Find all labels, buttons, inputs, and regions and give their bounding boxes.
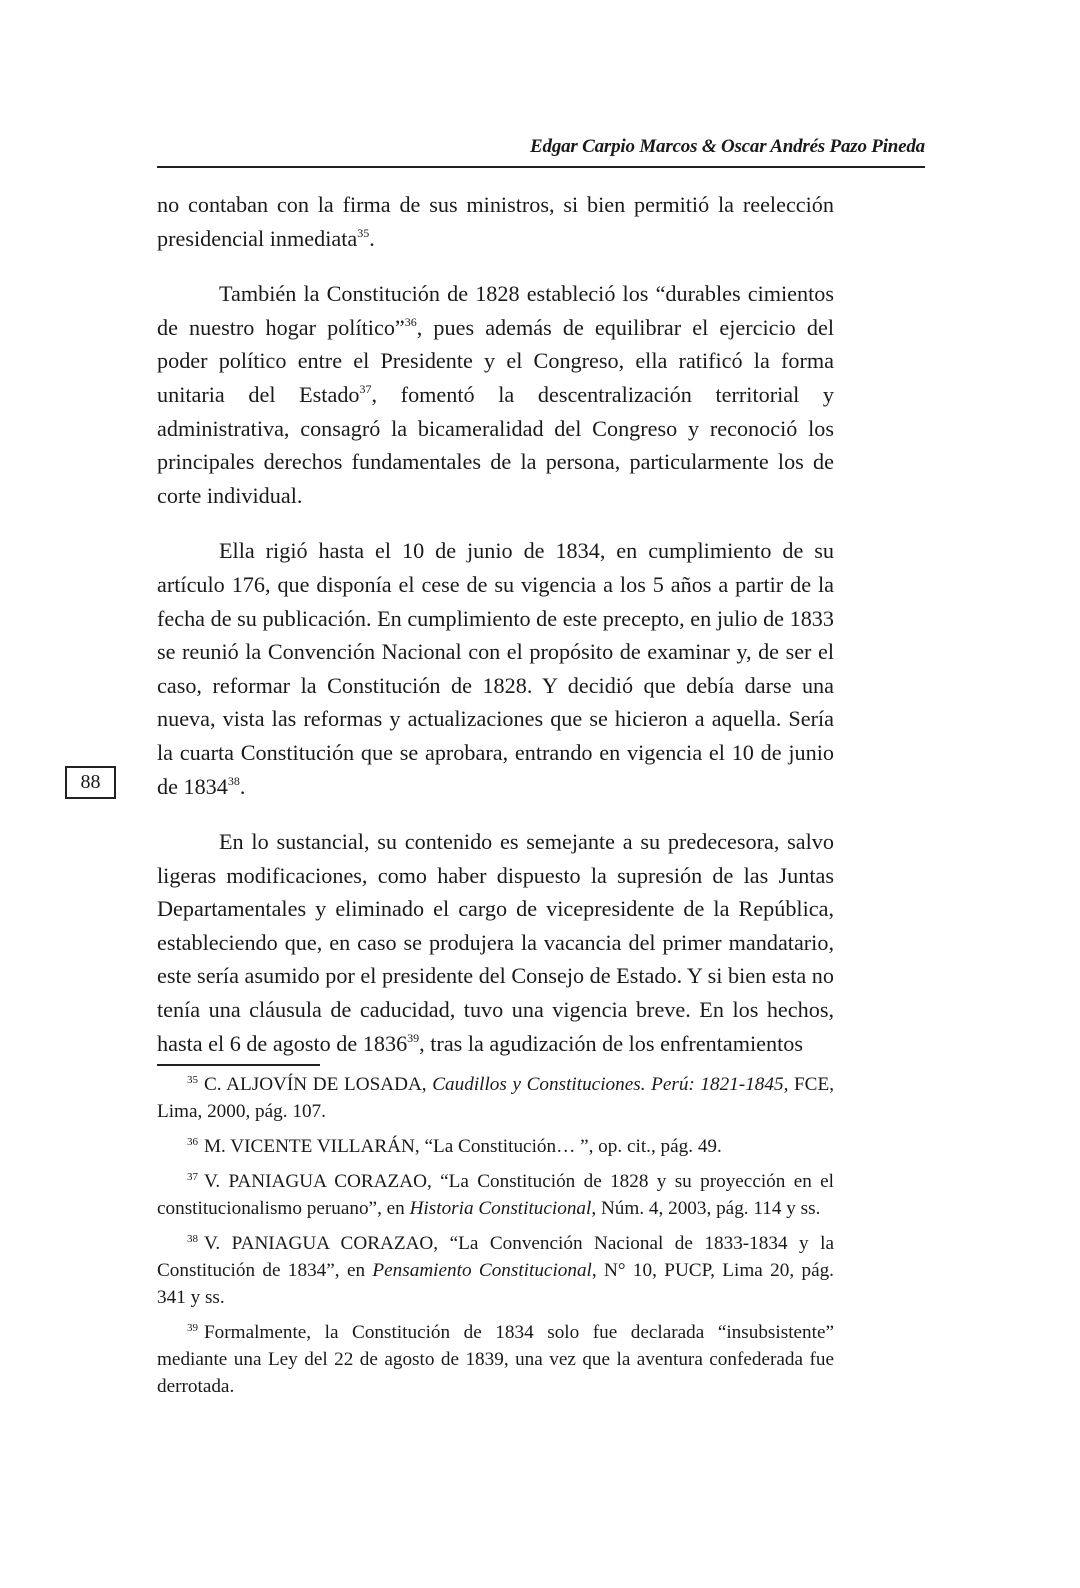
- paragraph: También la Constitución de 1828 estableció los “durables cimientos de nuestro hogar político”$^{36}$, pues además de equilibrar el ejercicio del poder político entre el Presidente y el Congreso, ella ratificó la forma unitaria del Estado$^{37}$, fomentó la descentralización territorial y administrativa, consagró la bicameralidad del Congreso y reconoció los principales derechos fundamentales de la persona, particularmente los de corte individual.: [157, 281, 834, 508]
- footnote: $^{35}$ C. ALJOVÍN DE LOSADA, Caudillos y Constituciones. Perú: 1821-1845, FCE, Lima, 2000, pág. 107.: [157, 1074, 834, 1122]
- paragraph: no contaban con la firma de sus ministros, si bien permitió la reelección presidencial inmediata$^{35}$.: [157, 192, 834, 251]
- italic-title: Caudillos y Constituciones. Perú: 1821-1845,: [432, 1074, 789, 1095]
- italic-title: Historia Constitucional: [409, 1198, 592, 1219]
- body-text: [157, 188, 834, 1082]
- footnotes: [157, 1071, 834, 1408]
- running-head: Edgar Carpio Marcos & Oscar Andrés Pazo Pineda: [530, 136, 925, 157]
- footnote-ref: 38: [227, 773, 240, 788]
- footnote-ref: 35: [357, 225, 370, 240]
- footnote: $^{37}$ V. PANIAGUA CORAZAO, “La Constitución de 1828 y su proyección en el constitucionalismo peruano”, en Historia Constitucional, Núm. 4, 2003, pág. 114 y ss.: [157, 1171, 834, 1219]
- paragraph: Ella rigió hasta el 10 de junio de 1834, en cumplimiento de su artículo 176, que disponía el cese de su vigencia a los 5 años a partir de la fecha de su publicación. En cumplimiento de este precepto, en julio de 1833 se reunió la Convención Nacional con el propósito de examinar y, de ser el caso, reformar la Constitución de 1828. Y decidió que debía darse una nueva, vista las reformas y actualizaciones que se hicieron a aquella. Sería la cuarta Constitución que se aprobara, entrando en vigencia el 10 de junio de 1834$^{38}$.: [157, 538, 834, 799]
- header-rule: [157, 166, 925, 168]
- page-number-box: 88: [65, 766, 116, 799]
- footnote-number: 36: [187, 1136, 198, 1148]
- footnote: $^{39}$ Formalmente, la Constitución de 1834 solo fue declarada “insubsistente” mediante una Ley del 22 de agosto de 1839, una vez que la aventura confederada fue derrotada.: [157, 1322, 834, 1397]
- footnote: $^{38}$ V. PANIAGUA CORAZAO, “La Convención Nacional de 1833-1834 y la Constitución de 1834”, en Pensamiento Constitucional, N° 10, PUCP, Lima 20, pág. 341 y ss.: [157, 1233, 834, 1308]
- footnote-number: 39: [187, 1322, 198, 1334]
- footnote-rule: [157, 1064, 320, 1066]
- footnote: $^{36}$ M. VICENTE VILLARÁN, “La Constitución… ”, op. cit., pág. 49.: [187, 1136, 722, 1157]
- footnote-number: 37: [187, 1171, 198, 1183]
- footnote-number: 38: [187, 1233, 198, 1245]
- footnote-number: 35: [187, 1074, 198, 1086]
- italic-title: Pensamiento Constitucional: [372, 1260, 592, 1281]
- footnote-ref: 37: [359, 381, 372, 396]
- footnote-ref: 39: [407, 1030, 420, 1045]
- footnote-ref: 36: [404, 314, 417, 329]
- paragraph: En lo sustancial, su contenido es semejante a su predecesora, salvo ligeras modificaciones, como haber dispuesto la supresión de las Juntas Departamentales y eliminado el cargo de vicepresidente de la República, estableciendo que, en caso se produjera la vacancia del primer mandatario, este sería asumido por el presidente del Consejo de Estado. Y si bien esta no tenía una cláusula de caducidad, tuvo una vigencia breve. En los hechos, hasta el 6 de agosto de 1836$^{39}$, tras la agudización de los enfrentamientos: [157, 829, 834, 1056]
